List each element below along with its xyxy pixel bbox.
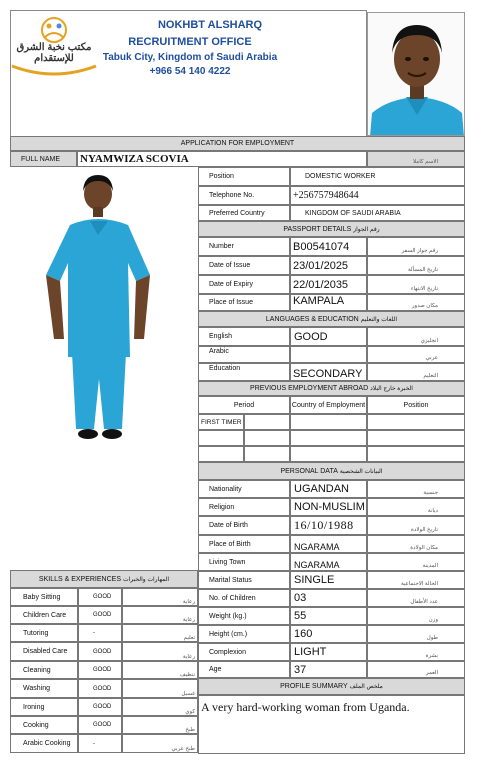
date-of-expiry-label: Date of Expiry — [198, 275, 290, 294]
agency-logo — [10, 16, 98, 78]
weight-kg-value: 55 — [290, 607, 367, 625]
previous-employment-header — [198, 381, 465, 396]
height-cm-label-ar: طول — [367, 625, 465, 643]
skill-tutoring-value: - — [78, 624, 122, 642]
profile-summary-header — [198, 678, 465, 695]
no-of-children-value: 03 — [290, 589, 367, 607]
date-of-birth-value: 16/10/1988 — [290, 516, 367, 535]
skill-children-care-value: GOOD — [78, 606, 122, 624]
skills-title-ar: المهارات والخبرات — [122, 576, 170, 583]
living-town-value: NGARAMA — [290, 553, 367, 571]
prev-row-3-position — [367, 446, 465, 462]
arabic-label: Arabic — [198, 346, 290, 363]
position-value: DOMESTIC WORKER — [290, 167, 465, 186]
place-of-issue-label-ar: مكان صدور — [367, 294, 465, 311]
date-of-expiry-value: 22/01/2035 — [290, 275, 367, 294]
skill-baby-sitting-value: GOOD — [78, 588, 122, 606]
skill-baby-sitting-label: Baby Sitting — [10, 588, 78, 606]
age-label: Age — [198, 661, 290, 678]
passport-number-label-ar: رقم جواز السفر — [367, 237, 465, 256]
passport-number-value: B00541074 — [290, 237, 367, 256]
date-of-issue-value: 23/01/2025 — [290, 256, 367, 275]
skill-cleaning-label: Cleaning — [10, 661, 78, 679]
passport-header — [198, 221, 465, 237]
marital-status-label-ar: الحالة الاجتماعية — [367, 571, 465, 589]
skill-disabled-care-label-ar: رعاية — [122, 642, 198, 661]
prev-row-3-a — [198, 446, 244, 462]
date-of-expiry-label-ar: تاريخ الانتهاء — [367, 275, 465, 294]
languages-title: LANGUAGES & EDUCATION — [265, 315, 359, 323]
skill-washing-label-ar: غسيل — [122, 679, 198, 698]
full-body-image — [10, 167, 198, 570]
telephone-value: +256757948644 — [290, 186, 465, 205]
living-town-label-ar: المدينة — [367, 553, 465, 571]
english-label: English — [198, 327, 290, 346]
education-label-ar: التعليم — [367, 363, 465, 381]
place-of-birth-label-ar: مكان الولادة — [367, 535, 465, 553]
previous-employment-title-ar: الخبرة خارج البلاد — [370, 386, 413, 392]
skill-disabled-care-value: GOOD — [78, 642, 122, 661]
profile-summary-title-ar: ملخص الملف — [349, 684, 383, 690]
passport-title: PASSPORT DETAILS — [283, 225, 352, 233]
skill-baby-sitting-label-ar: رعاية — [122, 588, 198, 606]
skills-title: SKILLS & EXPERIENCES — [38, 575, 121, 583]
nationality-value: UGANDAN — [290, 480, 367, 498]
place-of-birth-value: NGARAMA — [290, 535, 367, 553]
english-value: GOOD — [290, 327, 367, 346]
nationality-label: Nationality — [198, 480, 290, 498]
date-of-issue-label: Date of Issue — [198, 256, 290, 275]
skill-washing-value: GOOD — [78, 679, 122, 698]
living-town-label: Living Town — [198, 553, 290, 571]
weight-kg-label-ar: وزن — [367, 607, 465, 625]
full-name-label-ar: الاسم كاملا — [367, 151, 465, 167]
agency-phone: +966 54 140 4222 — [149, 66, 231, 77]
no-of-children-label-ar: عدد الأطفال — [367, 589, 465, 607]
prev-row-1-period — [244, 414, 290, 430]
skill-children-care-label: Children Care — [10, 606, 78, 624]
position-label: Position — [198, 167, 290, 186]
skill-tutoring-label-ar: تعليم — [122, 624, 198, 642]
first-timer-cell: FIRST TIMER — [198, 414, 244, 430]
no-of-children-label: No. of Children — [198, 589, 290, 607]
prev-row-1-position — [367, 414, 465, 430]
religion-label-ar: ديانة — [367, 498, 465, 516]
skill-arabic-cooking-label: Arabic Cooking — [10, 734, 78, 753]
previous-employment-title: PREVIOUS EMPLOYMENT ABROAD — [250, 385, 369, 392]
religion-value: NON-MUSLIM — [290, 498, 367, 516]
height-cm-label: Height (cm.) — [198, 625, 290, 643]
full-name-value: NYAMWIZA SCOVIA — [77, 151, 367, 167]
marital-status-value: SINGLE — [290, 571, 367, 589]
prev-row-3-period — [244, 446, 290, 462]
skill-cooking-label: Cooking — [10, 716, 78, 734]
date-of-birth-label: Date of Birth — [198, 516, 290, 535]
age-value: 37 — [290, 661, 367, 678]
prev-row-2-period — [244, 430, 290, 446]
preferred-country-value: KINGDOM OF SAUDI ARABIA — [290, 205, 465, 221]
height-cm-value: 160 — [290, 625, 367, 643]
place-of-birth-label: Place of Birth — [198, 535, 290, 553]
personal-data-title: PERSONAL DATA — [280, 467, 338, 475]
agency-office: RECRUITMENT OFFICE — [128, 36, 252, 48]
form-title: APPLICATION FOR EMPLOYMENT — [10, 136, 465, 151]
prev-row-2-country — [290, 430, 367, 446]
nationality-label-ar: جنسية — [367, 480, 465, 498]
skill-ironing-label: Ironing — [10, 698, 78, 716]
prev-row-2-position — [367, 430, 465, 446]
date-of-birth-label-ar: تاريخ الولادة — [367, 516, 465, 535]
complexion-label: Complexion — [198, 643, 290, 661]
marital-status-label: Marital Status — [198, 571, 290, 589]
full-name-label: FULL NAME — [10, 151, 77, 167]
portrait-photo — [367, 12, 465, 136]
skill-cooking-label-ar: طبخ — [122, 716, 198, 734]
skill-washing-label: Washing — [10, 679, 78, 698]
religion-label: Religion — [198, 498, 290, 516]
education-label: Education — [198, 363, 290, 381]
portrait-image — [368, 13, 465, 136]
skill-arabic-cooking-value: - — [78, 734, 122, 753]
age-label-ar: العمر — [367, 661, 465, 678]
skill-disabled-care-label: Disabled Care — [10, 642, 78, 661]
skill-children-care-label-ar: رعاية — [122, 606, 198, 624]
english-label-ar: انجليزي — [367, 327, 465, 346]
full-body-photo — [10, 167, 198, 570]
passport-number-label: Number — [198, 237, 290, 256]
place-of-issue-value: KAMPALA — [290, 294, 367, 311]
profile-summary-title: PROFILE SUMMARY — [280, 683, 348, 690]
skill-arabic-cooking-label-ar: طبخ عربي — [122, 734, 198, 753]
telephone-label: Telephone No. — [198, 186, 290, 205]
position-header: Position — [367, 396, 465, 414]
prev-row-1-country — [290, 414, 367, 430]
skill-cleaning-label-ar: تنظيف — [122, 661, 198, 679]
passport-title-ar: رقم الجواز — [353, 226, 380, 233]
agency-location: Tabuk City, Kingdom of Saudi Arabia — [102, 52, 278, 63]
skill-ironing-label-ar: كوي — [122, 698, 198, 716]
languages-title-ar: اللغات والتعليم — [360, 316, 398, 323]
prev-row-3-country — [290, 446, 367, 462]
skill-cooking-value: GOOD — [78, 716, 122, 734]
complexion-value: LIGHT — [290, 643, 367, 661]
languages-header — [198, 311, 465, 327]
skill-cleaning-value: GOOD — [78, 661, 122, 679]
personal-data-title-ar: البيانات الشخصية — [339, 468, 383, 475]
arabic-value — [290, 346, 367, 363]
agency-name: NOKHBT ALSHARQ — [157, 19, 263, 31]
education-value: SECONDARY — [290, 363, 367, 381]
weight-kg-label: Weight (kg.) — [198, 607, 290, 625]
prev-row-2-a — [198, 430, 244, 446]
date-of-issue-label-ar: تاريخ المسألة — [367, 256, 465, 275]
skill-tutoring-label: Tutoring — [10, 624, 78, 642]
skill-ironing-value: GOOD — [78, 698, 122, 716]
complexion-label-ar: بشرة — [367, 643, 465, 661]
preferred-country-label: Preferred Country — [198, 205, 290, 221]
logo-text: مكتب نخبة الشرق للإستقدام — [16, 42, 92, 64]
skills-header — [10, 570, 198, 588]
profile-summary-text: A very hard-working woman from Uganda. — [198, 695, 465, 754]
country-header: Country of Employment — [290, 396, 367, 414]
arabic-label-ar: عربي — [367, 346, 465, 363]
personal-data-header — [198, 462, 465, 480]
place-of-issue-label: Place of Issue — [198, 294, 290, 311]
period-header: Period — [198, 396, 290, 414]
